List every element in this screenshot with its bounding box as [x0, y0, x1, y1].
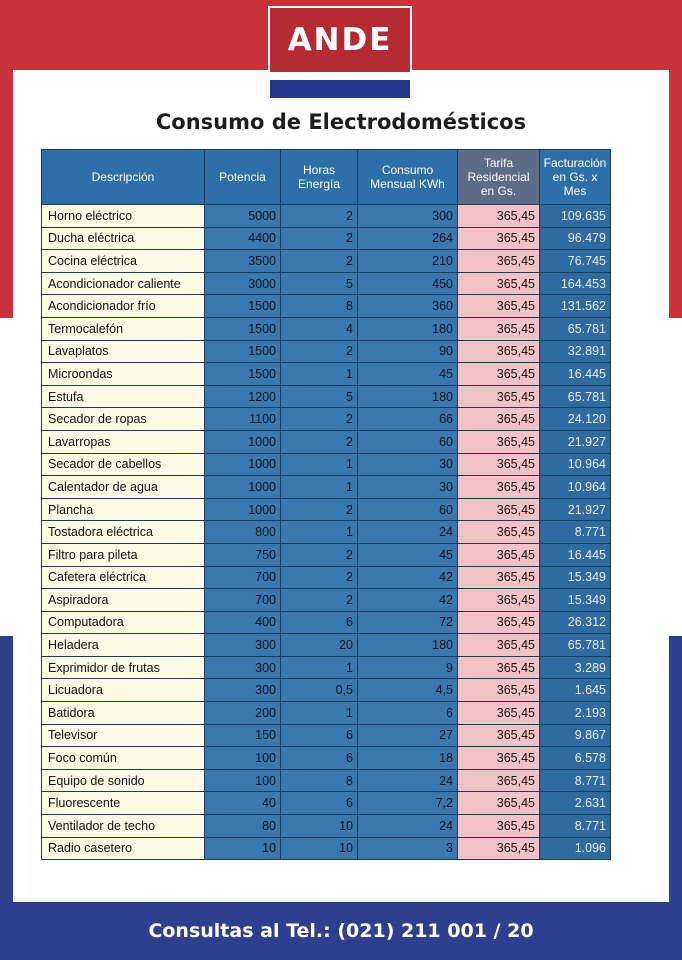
cell-potencia: 1500 [205, 295, 281, 318]
cell-horas: 2 [281, 227, 358, 250]
cell-facturacion: 131.562 [540, 295, 611, 318]
table-row [42, 498, 611, 521]
cell-descripcion: Calentador de agua [42, 476, 205, 499]
cell-tarifa: 365,45 [458, 408, 540, 431]
table-row [42, 837, 611, 860]
cell-potencia: 300 [205, 656, 281, 679]
cell-consumo: 90 [358, 340, 458, 363]
cell-consumo: 3 [358, 837, 458, 860]
table-row [42, 611, 611, 634]
cell-horas: 1 [281, 521, 358, 544]
table-row [42, 724, 611, 747]
cell-potencia: 100 [205, 769, 281, 792]
cell-potencia: 1000 [205, 430, 281, 453]
cell-tarifa: 365,45 [458, 205, 540, 228]
cell-horas: 8 [281, 769, 358, 792]
logo-blue-stripe [270, 80, 410, 98]
table-row [42, 295, 611, 318]
cell-facturacion: 1.645 [540, 679, 611, 702]
table-body [42, 205, 611, 860]
cell-potencia: 1500 [205, 363, 281, 386]
cell-tarifa: 365,45 [458, 724, 540, 747]
cell-potencia: 4400 [205, 227, 281, 250]
logo-red-block [270, 8, 410, 72]
cell-descripcion: Exprimidor de frutas [42, 656, 205, 679]
cell-potencia: 300 [205, 634, 281, 657]
cell-potencia: 200 [205, 702, 281, 725]
cell-facturacion: 21.927 [540, 430, 611, 453]
cell-horas: 6 [281, 792, 358, 815]
header-descripcion: Descripción [42, 150, 205, 205]
ande-logo [268, 6, 412, 96]
cell-potencia: 400 [205, 611, 281, 634]
cell-potencia: 1200 [205, 385, 281, 408]
cell-descripcion: Computadora [42, 611, 205, 634]
cell-facturacion: 16.445 [540, 543, 611, 566]
cell-tarifa: 365,45 [458, 589, 540, 612]
cell-horas: 2 [281, 340, 358, 363]
cell-consumo: 300 [358, 205, 458, 228]
cell-facturacion: 10.964 [540, 476, 611, 499]
cell-facturacion: 164.453 [540, 272, 611, 295]
cell-tarifa: 365,45 [458, 747, 540, 770]
cell-tarifa: 365,45 [458, 769, 540, 792]
cell-horas: 2 [281, 250, 358, 273]
cell-facturacion: 26.312 [540, 611, 611, 634]
cell-descripcion: Secador de ropas [42, 408, 205, 431]
cell-tarifa: 365,45 [458, 792, 540, 815]
cell-descripcion: Termocalefón [42, 317, 205, 340]
cell-consumo: 210 [358, 250, 458, 273]
cell-facturacion: 96.479 [540, 227, 611, 250]
cell-tarifa: 365,45 [458, 227, 540, 250]
cell-consumo: 45 [358, 543, 458, 566]
cell-consumo: 180 [358, 634, 458, 657]
cell-horas: 1 [281, 453, 358, 476]
cell-consumo: 24 [358, 769, 458, 792]
cell-tarifa: 365,45 [458, 272, 540, 295]
cell-tarifa: 365,45 [458, 566, 540, 589]
cell-facturacion: 32.891 [540, 340, 611, 363]
cell-facturacion: 65.781 [540, 634, 611, 657]
table-row [42, 679, 611, 702]
table-row [42, 702, 611, 725]
table-row [42, 363, 611, 386]
table-row [42, 566, 611, 589]
table-row [42, 543, 611, 566]
cell-consumo: 27 [358, 724, 458, 747]
cell-descripcion: Cocina eléctrica [42, 250, 205, 273]
cell-facturacion: 2.631 [540, 792, 611, 815]
table-row [42, 634, 611, 657]
table-row [42, 430, 611, 453]
cell-consumo: 6 [358, 702, 458, 725]
cell-horas: 2 [281, 430, 358, 453]
table-row [42, 385, 611, 408]
table-row [42, 589, 611, 612]
cell-facturacion: 1.096 [540, 837, 611, 860]
cell-consumo: 264 [358, 227, 458, 250]
footer-contact: Consultas al Tel.: (021) 211 001 / 20 [148, 920, 534, 942]
cell-facturacion: 9.867 [540, 724, 611, 747]
table-row [42, 476, 611, 499]
cell-descripcion: Plancha [42, 498, 205, 521]
cell-facturacion: 21.927 [540, 498, 611, 521]
cell-potencia: 40 [205, 792, 281, 815]
cell-horas: 20 [281, 634, 358, 657]
page-title: Consumo de Electrodomésticos [155, 110, 527, 134]
cell-potencia: 700 [205, 589, 281, 612]
cell-horas: 10 [281, 815, 358, 838]
cell-tarifa: 365,45 [458, 837, 540, 860]
table-row [42, 317, 611, 340]
cell-potencia: 1000 [205, 453, 281, 476]
cell-horas: 1 [281, 702, 358, 725]
cell-facturacion: 6.578 [540, 747, 611, 770]
cell-potencia: 1000 [205, 498, 281, 521]
cell-tarifa: 365,45 [458, 543, 540, 566]
cell-potencia: 100 [205, 747, 281, 770]
cell-potencia: 150 [205, 724, 281, 747]
cell-descripcion: Heladera [42, 634, 205, 657]
cell-tarifa: 365,45 [458, 430, 540, 453]
cell-horas: 6 [281, 724, 358, 747]
cell-horas: 6 [281, 747, 358, 770]
cell-descripcion: Acondicionador caliente [42, 272, 205, 295]
cell-potencia: 80 [205, 815, 281, 838]
cell-tarifa: 365,45 [458, 476, 540, 499]
cell-horas: 2 [281, 408, 358, 431]
cell-descripcion: Licuadora [42, 679, 205, 702]
cell-horas: 6 [281, 611, 358, 634]
cell-potencia: 800 [205, 521, 281, 544]
table-row [42, 656, 611, 679]
cell-descripcion: Lavaplatos [42, 340, 205, 363]
header-tarifa: Tarifa Residencial en Gs. [458, 150, 540, 205]
table-row [42, 340, 611, 363]
cell-horas: 8 [281, 295, 358, 318]
cell-consumo: 180 [358, 317, 458, 340]
cell-horas: 1 [281, 363, 358, 386]
cell-consumo: 42 [358, 589, 458, 612]
cell-descripcion: Batidora [42, 702, 205, 725]
cell-facturacion: 8.771 [540, 815, 611, 838]
cell-descripcion: Cafetera eléctrica [42, 566, 205, 589]
cell-tarifa: 365,45 [458, 702, 540, 725]
cell-tarifa: 365,45 [458, 656, 540, 679]
cell-descripcion: Televisor [42, 724, 205, 747]
cell-consumo: 72 [358, 611, 458, 634]
cell-consumo: 45 [358, 363, 458, 386]
cell-descripcion: Microondas [42, 363, 205, 386]
cell-horas: 2 [281, 205, 358, 228]
cell-potencia: 3000 [205, 272, 281, 295]
cell-potencia: 1100 [205, 408, 281, 431]
cell-descripcion: Ventilador de techo [42, 815, 205, 838]
cell-descripcion: Foco común [42, 747, 205, 770]
cell-facturacion: 15.349 [540, 566, 611, 589]
cell-tarifa: 365,45 [458, 521, 540, 544]
cell-descripcion: Horno eléctrico [42, 205, 205, 228]
cell-descripcion: Fluorescente [42, 792, 205, 815]
cell-consumo: 450 [358, 272, 458, 295]
cell-tarifa: 365,45 [458, 498, 540, 521]
header-facturacion: Facturación en Gs. x Mes [540, 150, 611, 205]
cell-consumo: 30 [358, 453, 458, 476]
cell-facturacion: 10.964 [540, 453, 611, 476]
cell-tarifa: 365,45 [458, 295, 540, 318]
header-horas: Horas Energía [281, 150, 358, 205]
cell-tarifa: 365,45 [458, 634, 540, 657]
cell-horas: 4 [281, 317, 358, 340]
cell-tarifa: 365,45 [458, 340, 540, 363]
cell-potencia: 1000 [205, 476, 281, 499]
cell-facturacion: 8.771 [540, 521, 611, 544]
cell-descripcion: Radio casetero [42, 837, 205, 860]
cell-horas: 1 [281, 476, 358, 499]
cell-tarifa: 365,45 [458, 611, 540, 634]
cell-facturacion: 24.120 [540, 408, 611, 431]
cell-tarifa: 365,45 [458, 317, 540, 340]
table-row [42, 272, 611, 295]
table-row [42, 815, 611, 838]
cell-consumo: 42 [358, 566, 458, 589]
cell-tarifa: 365,45 [458, 815, 540, 838]
cell-consumo: 60 [358, 498, 458, 521]
cell-descripcion: Ducha eléctrica [42, 227, 205, 250]
cell-horas: 2 [281, 566, 358, 589]
cell-consumo: 30 [358, 476, 458, 499]
cell-potencia: 5000 [205, 205, 281, 228]
cell-horas: 0,5 [281, 679, 358, 702]
cell-potencia: 1500 [205, 340, 281, 363]
table-row [42, 747, 611, 770]
cell-tarifa: 365,45 [458, 363, 540, 386]
cell-descripcion: Secador de cabellos [42, 453, 205, 476]
cell-horas: 5 [281, 385, 358, 408]
cell-horas: 1 [281, 656, 358, 679]
cell-consumo: 66 [358, 408, 458, 431]
cell-consumo: 60 [358, 430, 458, 453]
cell-descripcion: Estufa [42, 385, 205, 408]
cell-facturacion: 16.445 [540, 363, 611, 386]
header-potencia: Potencia [205, 150, 281, 205]
cell-tarifa: 365,45 [458, 453, 540, 476]
cell-potencia: 300 [205, 679, 281, 702]
cell-facturacion: 65.781 [540, 385, 611, 408]
cell-facturacion: 109.635 [540, 205, 611, 228]
header-consumo: Consumo Mensual KWh [358, 150, 458, 205]
table-header-row [42, 150, 611, 205]
table-row [42, 792, 611, 815]
table-row [42, 408, 611, 431]
cell-descripcion: Filtro para pileta [42, 543, 205, 566]
logo-text: ANDE [287, 22, 393, 58]
cell-consumo: 24 [358, 815, 458, 838]
cell-facturacion: 3.289 [540, 656, 611, 679]
cell-consumo: 24 [358, 521, 458, 544]
cell-facturacion: 15.349 [540, 589, 611, 612]
cell-horas: 2 [281, 589, 358, 612]
cell-horas: 2 [281, 498, 358, 521]
table-row [42, 205, 611, 228]
cell-consumo: 9 [358, 656, 458, 679]
cell-potencia: 700 [205, 566, 281, 589]
cell-horas: 2 [281, 543, 358, 566]
cell-horas: 5 [281, 272, 358, 295]
cell-potencia: 10 [205, 837, 281, 860]
cell-consumo: 18 [358, 747, 458, 770]
cell-descripcion: Acondicionador frío [42, 295, 205, 318]
cell-tarifa: 365,45 [458, 250, 540, 273]
cell-facturacion: 65.781 [540, 317, 611, 340]
cell-facturacion: 2.193 [540, 702, 611, 725]
cell-tarifa: 365,45 [458, 385, 540, 408]
table-row [42, 250, 611, 273]
cell-facturacion: 8.771 [540, 769, 611, 792]
cell-consumo: 4,5 [358, 679, 458, 702]
cell-consumo: 7,2 [358, 792, 458, 815]
cell-horas: 10 [281, 837, 358, 860]
cell-consumo: 180 [358, 385, 458, 408]
cell-descripcion: Tostadora eléctrica [42, 521, 205, 544]
cell-facturacion: 76.745 [540, 250, 611, 273]
table-row [42, 521, 611, 544]
table-row [42, 453, 611, 476]
cell-potencia: 3500 [205, 250, 281, 273]
cell-tarifa: 365,45 [458, 679, 540, 702]
cell-descripcion: Equipo de sonido [42, 769, 205, 792]
cell-descripcion: Lavarropas [42, 430, 205, 453]
cell-consumo: 360 [358, 295, 458, 318]
cell-potencia: 1500 [205, 317, 281, 340]
consumption-table [41, 149, 611, 860]
cell-potencia: 750 [205, 543, 281, 566]
table-row [42, 227, 611, 250]
cell-descripcion: Aspiradora [42, 589, 205, 612]
table-row [42, 769, 611, 792]
